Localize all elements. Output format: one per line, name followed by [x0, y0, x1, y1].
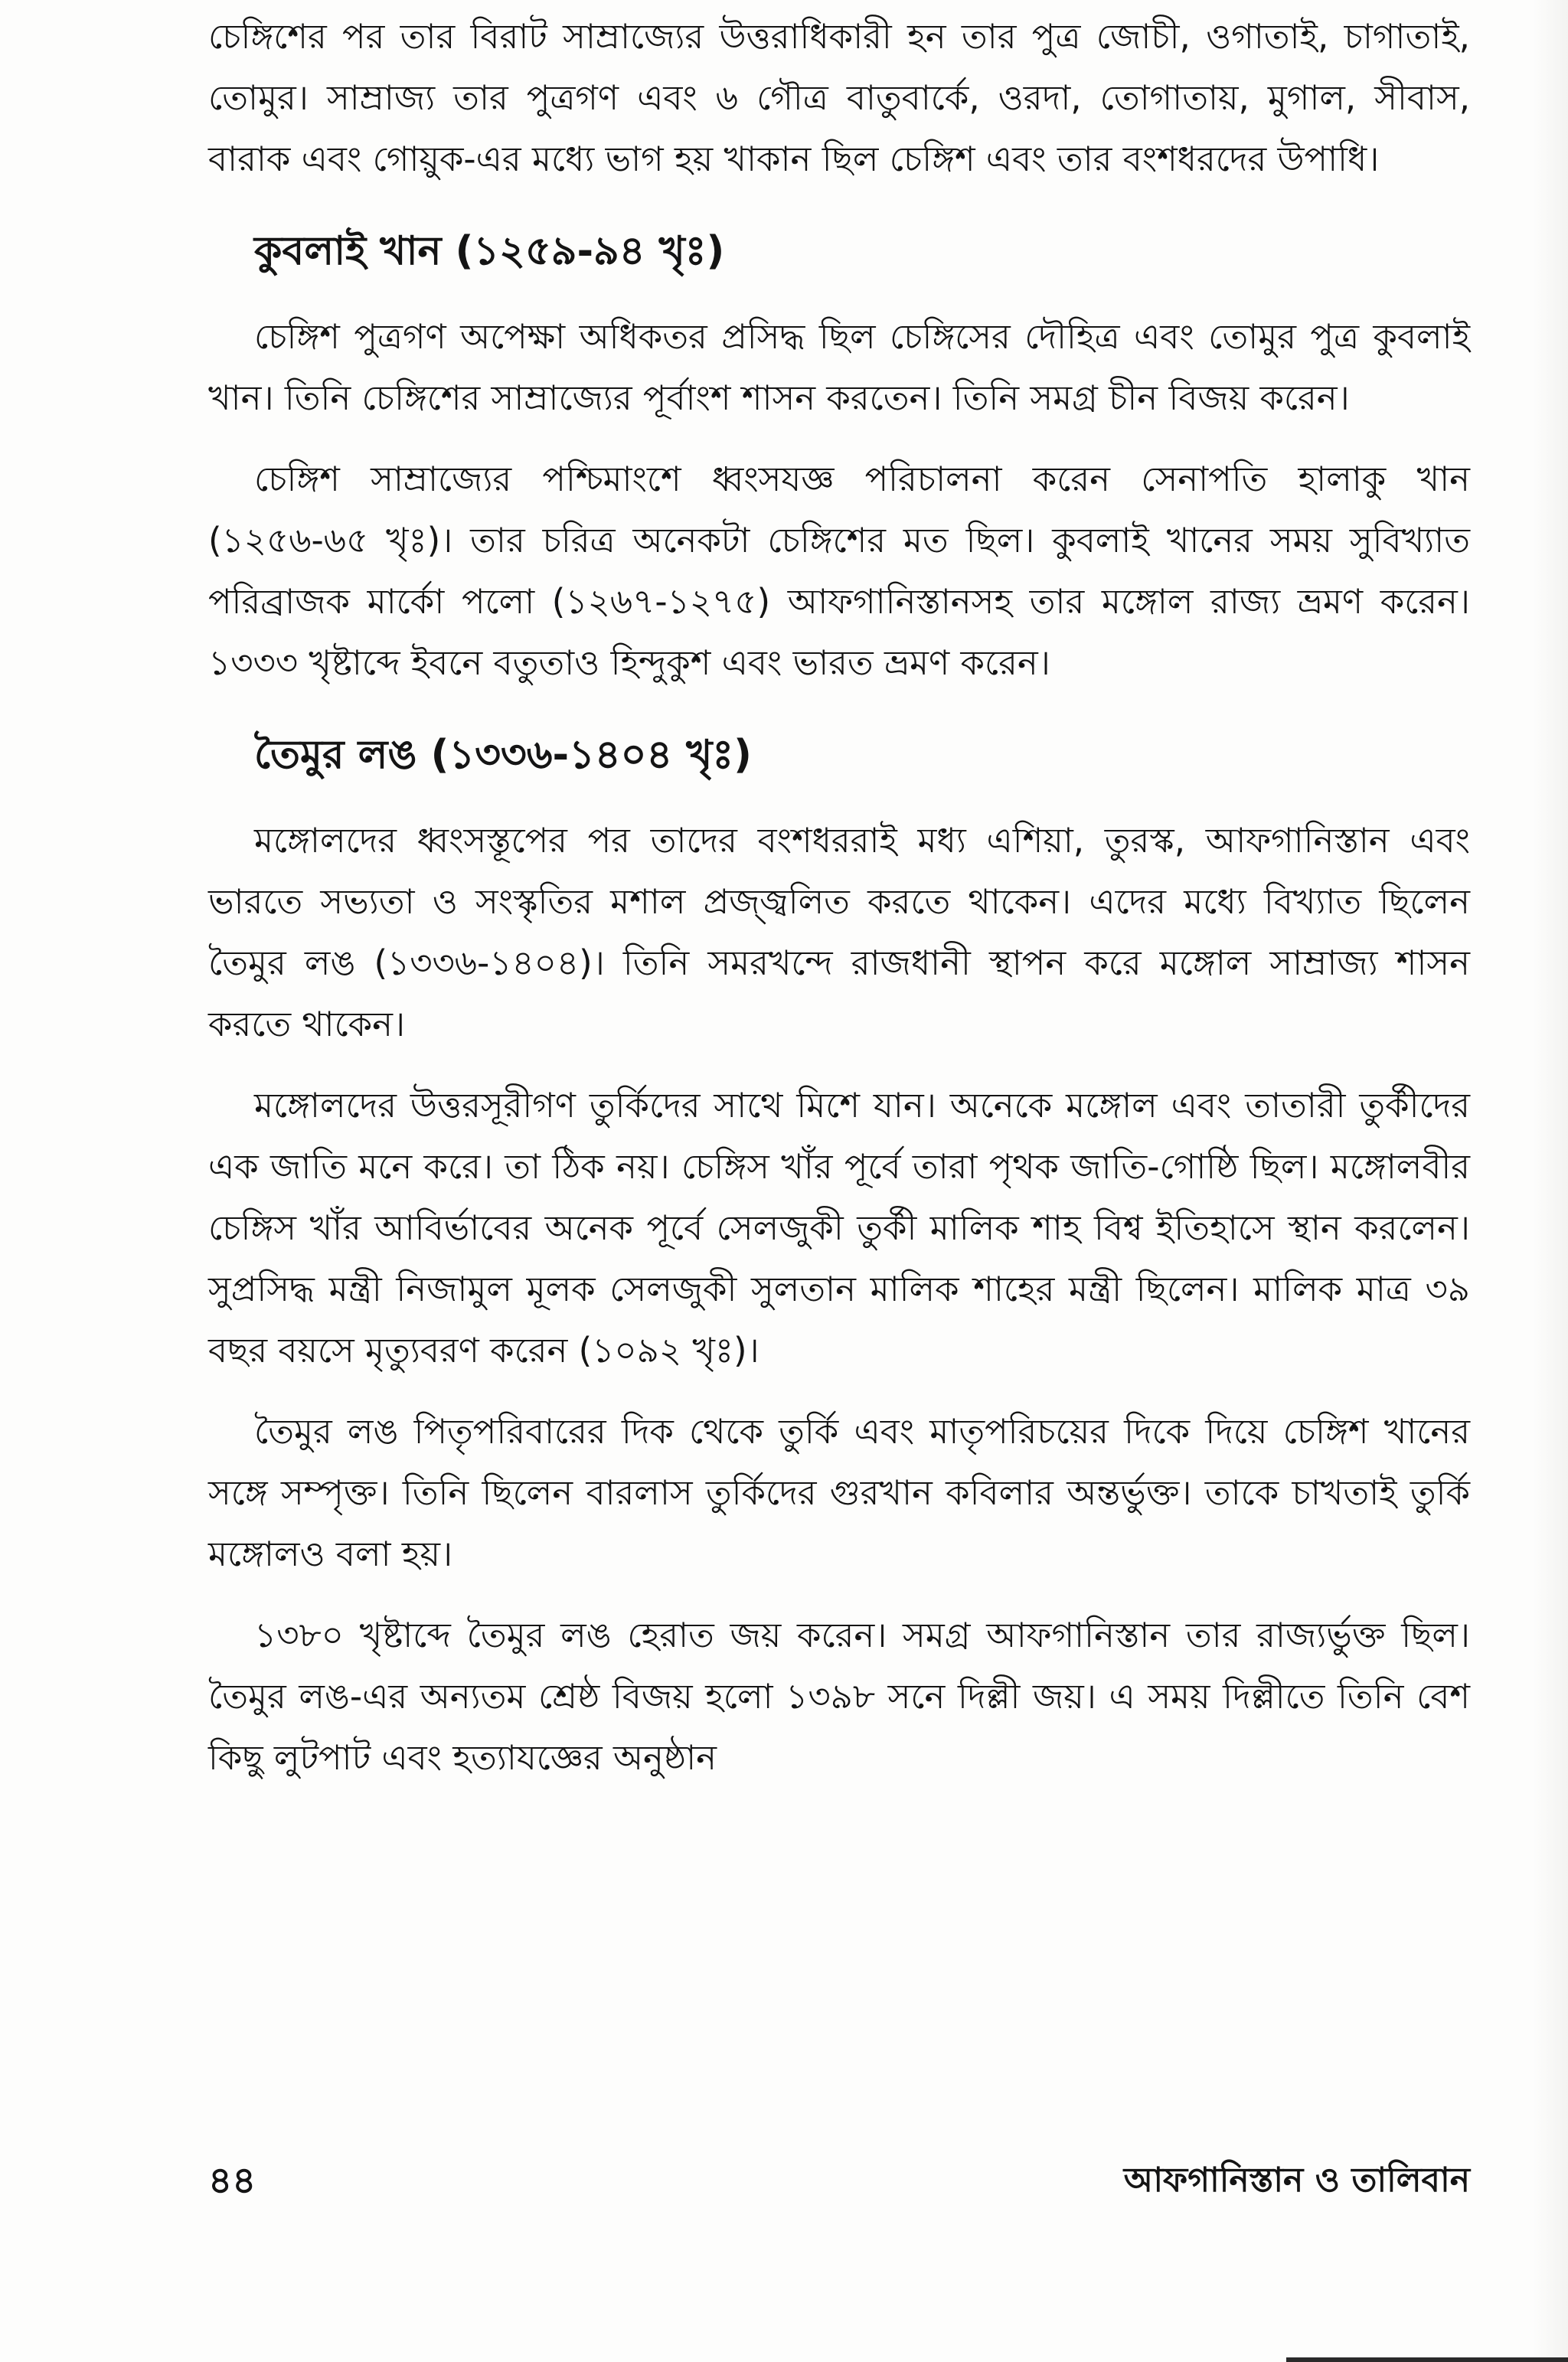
page-number: ৪৪	[208, 2159, 256, 2202]
paragraph-timur-lineage: তৈমুর লঙ পিতৃপরিবারের দিক থেকে তুর্কি এবং মাতৃপরিচয়ের দিকে দিয়ে চেঙ্গিশ খানের সঙ্গে সম্পৃক্ত। তিনি ছিলেন বারলাস তুর্কিদের গুরখান কবিলার অন্তর্ভুক্ত। তাকে চাখতাই তুর্কি মঙ্গোলও বলা হয়।	[208, 1411, 1470, 1574]
paragraph-mongol-succession: চেঙ্গিশের পর তার বিরাট সাম্রাজ্যের উত্তরাধিকারী হন তার পুত্র জোচী, ওগাতাই, চাগাতাই, তোমুর। সাম্রাজ্য তার পুত্রগণ এবং ৬ গৌত্র বাতুবার্কে, ওরদা, তোগাতায়, মুগাল, সীবাস, বারাক এবং গোয়ুক-এর মধ্যে ভাগ হয় খাকান ছিল চেঙ্গিশ এবং তার বংশধরদের উপাধি।	[208, 16, 1470, 179]
paragraph-mongol-turks: মঙ্গোলদের উত্তরসূরীগণ তুর্কিদের সাথে মিশে যান। অনেকে মঙ্গোল এবং তাতারী তুর্কীদের এক জাতি মনে করে। তা ঠিক নয়। চেঙ্গিস খাঁর পূর্বে তারা পৃথক জাতি-গোষ্ঠি ছিল। মঙ্গোলবীর চেঙ্গিস খাঁর আবির্ভাবের অনেক পূর্বে সেলজুকী তুর্কী মালিক শাহ বিশ্ব ইতিহাসে স্থান করলেন। সুপ্রসিদ্ধ মন্ত্রী নিজামুল মূলক সেলজুকী সুলতান মালিক শাহের মন্ত্রী ছিলেন। মালিক মাত্র ৩৯ বছর বয়সে মৃত্যুবরণ করেন (১০৯২ খৃঃ)।	[208, 1085, 1470, 1370]
scan-edge-shadow	[1533, 0, 1568, 2362]
scan-edge-line	[1286, 2357, 1568, 2362]
paragraph-timur-capital: মঙ্গোলদের ধ্বংসস্তূপের পর তাদের বংশধররাই মধ্য এশিয়া, তুরস্ক, আফগানিস্তান এবং ভারতে সভ্যতা ও সংস্কৃতির মশাল প্রজ্জ্বলিত করতে থাকেন। এদের মধ্যে বিখ্যাত ছিলেন তৈমুর লঙ (১৩৩৬-১৪০৪)। তিনি সমরখন্দে রাজধানী স্থাপন করে মঙ্গোল সাম্রাজ্য শাসন করতে থাকেন।	[208, 820, 1470, 1044]
page-footer	[208, 2150, 1470, 2211]
heading-kublai-khan: কুবলাই খান (১২৫৯-৯৪ খৃঃ)	[254, 228, 725, 274]
paragraph-kublai-khan: চেঙ্গিশ পুত্রগণ অপেক্ষা অধিকতর প্রসিদ্ধ ছিল চেঙ্গিসের দৌহিত্র এবং তোমুর পুত্র কুবলাই খান। তিনি চেঙ্গিশের সাম্রাজ্যের পূর্বাংশ শাসন করতেন। তিনি সমগ্র চীন বিজয় করেন।	[208, 316, 1470, 418]
running-book-title: আফগানিস্তান ও তালিবান	[1123, 2161, 1470, 2200]
page-body	[208, 6, 1470, 1808]
heading-timur-lang: তৈমুর লঙ (১৩৩৬-১৪০৪ খৃঃ)	[254, 732, 752, 778]
paragraph-timur-conquests: ১৩৮০ খৃষ্টাব্দে তৈমুর লঙ হেরাত জয় করেন। সমগ্র আফগানিস্তান তার রাজ্যর্ভুক্ত ছিল। তৈমুর লঙ-এর অন্যতম শ্রেষ্ঠ বিজয় হলো ১৩৯৮ সনে দিল্লী জয়। এ সময় দিল্লীতে তিনি বেশ কিছু লুটপাট এবং হত্যাযজ্ঞের অনুষ্ঠান	[208, 1615, 1470, 1778]
paragraph-hulagu-khan: চেঙ্গিশ সাম্রাজ্যের পশ্চিমাংশে ধ্বংসযজ্ঞ পরিচালনা করেন সেনাপতি হালাকু খান (১২৫৬-৬৫ খৃঃ)। তার চরিত্র অনেকটা চেঙ্গিশের মত ছিল। কুবলাই খানের সময় সুবিখ্যাত পরিব্রাজক মার্কো পলো (১২৬৭-১২৭৫) আফগানিস্তানসহ তার মঙ্গোল রাজ্য ভ্রমণ করেন। ১৩৩৩ খৃষ্টাব্দে ইবনে বতুতাও হিন্দুকুশ এবং ভারত ভ্রমণ করেন।	[208, 459, 1470, 683]
